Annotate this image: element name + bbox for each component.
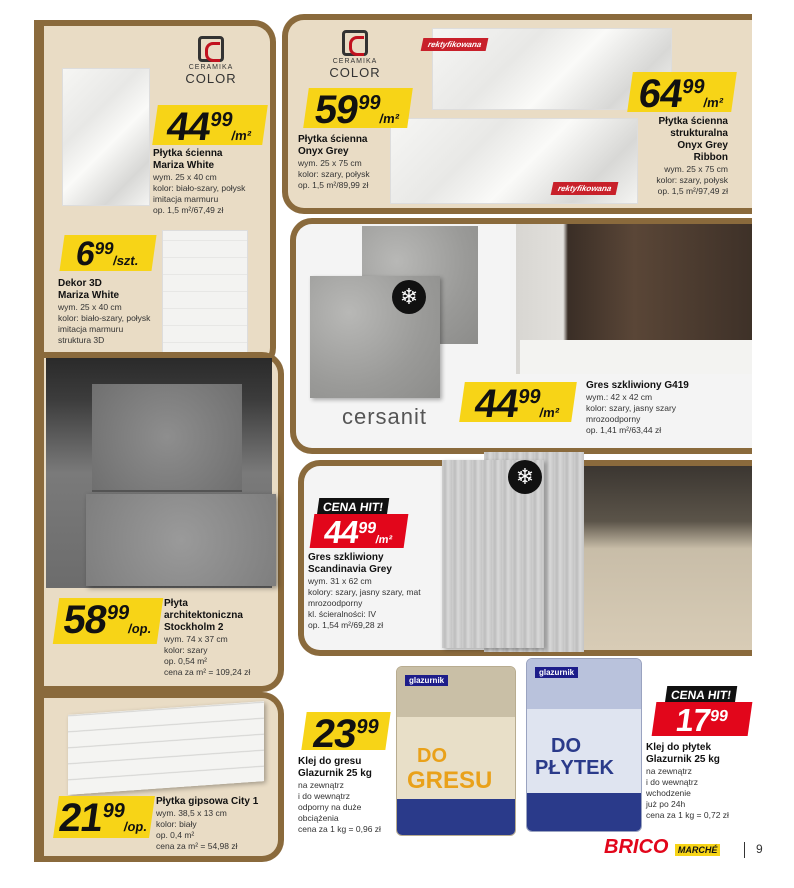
bag-title2: PŁYTEK <box>535 757 614 779</box>
city-d4: cena za m² = 54,98 zł <box>156 841 238 851</box>
onyx-title1: Płytka ścienna <box>298 134 368 145</box>
price-dec: 99 <box>357 92 383 114</box>
cena-hit-label-2: CENA HIT! <box>665 686 738 704</box>
g419-info <box>586 380 736 436</box>
logo-brico: BRICO <box>604 836 669 858</box>
price-int: 17 <box>673 702 713 738</box>
price-dec: 99 <box>93 239 116 258</box>
price-int: 44 <box>164 105 213 149</box>
price-unit: /op. <box>122 819 149 834</box>
mariza-price-tag <box>152 105 268 149</box>
mariza-d3: imitacja marmuru <box>153 194 219 204</box>
price-dec: 99 <box>681 76 707 98</box>
bag-title1: DO <box>551 735 581 757</box>
klej-gres-d5: cena za 1 kg = 0,96 zł <box>298 824 381 834</box>
panel-edge <box>34 352 44 692</box>
mariza-d1: wym. 25 x 40 cm <box>153 172 217 182</box>
price-int: 58 <box>60 598 110 642</box>
ribbon-title1: Płytka ścienna <box>658 116 728 127</box>
ribbon-d1: wym. 25 x 75 cm <box>664 164 728 174</box>
city-d2: kolor: biały <box>156 819 197 829</box>
stockholm-title2: architektoniczna <box>164 610 243 621</box>
klej-plytek-title1: Klej do płytek <box>646 742 712 753</box>
dekor-d1: wym. 25 x 40 cm <box>58 302 122 312</box>
stockholm-title3: Stockholm 2 <box>164 622 224 633</box>
dekor-tile-image <box>162 230 248 360</box>
frost-resistant-icon-2: ❄ <box>508 460 542 494</box>
brand-line1: CERAMIKA <box>188 64 234 71</box>
klej-plytek-d4: już po 24h <box>646 799 686 809</box>
dekor-d3: imitacja marmuru <box>58 324 124 334</box>
stockholm-d2: kolor: szary <box>164 645 208 655</box>
mariza-d4: op. 1,5 m²/67,49 zł <box>153 205 224 215</box>
g419-title1: Gres szkliwiony G419 <box>586 380 689 391</box>
klej-plytek-d2: i do wewnątrz <box>646 777 698 787</box>
onyx-ribbon-price-tag <box>627 72 737 116</box>
bathtub <box>520 340 752 374</box>
price-unit: /m² <box>374 534 394 546</box>
ribbon-title3: Onyx Grey <box>677 140 728 151</box>
klej-plytek-info <box>646 742 750 821</box>
g419-d3: mrozoodporny <box>586 414 641 424</box>
mariza-info <box>153 148 273 216</box>
mariza-d2: kolor: biało-szary, połysk <box>153 183 246 193</box>
panel-edge <box>34 20 44 370</box>
price-dec: 99 <box>355 716 381 738</box>
bag-title2: GRESU <box>407 767 493 794</box>
price-unit: /m² <box>230 128 253 143</box>
rektyfikowana-badge: rektyfikowana <box>421 38 489 51</box>
stockholm-tile-image <box>86 494 276 586</box>
klej-gres-d4: obciążenia <box>298 813 339 823</box>
ribbon-title4: Ribbon <box>693 152 728 163</box>
price-unit: /m² <box>538 405 561 420</box>
city-d3: op. 0,4 m² <box>156 830 195 840</box>
price-unit: /op. <box>127 621 153 636</box>
stockholm-d3: op. 0,54 m² <box>164 656 207 666</box>
stockholm-price-tag <box>53 598 163 644</box>
city-price-tag <box>53 796 155 838</box>
brand-line1: CERAMIKA <box>332 58 378 65</box>
ceramika-color-logo-2 <box>320 30 390 80</box>
g419-d1: wym.: 42 x 42 cm <box>586 392 653 402</box>
logo-marche: MARCHÉ <box>675 844 721 856</box>
scand-d1: wym. 31 x 62 cm <box>308 576 372 586</box>
price-dec: 99 <box>209 109 235 131</box>
price-dec: 99 <box>105 602 131 624</box>
dekor-title2: Mariza White <box>58 290 120 301</box>
onyx-info <box>298 134 398 191</box>
klej-gres-d3: odporny na duże <box>298 802 362 812</box>
onyx-d3: op. 1,5 m²/89,99 zł <box>298 180 369 190</box>
price-dec: 99 <box>709 708 730 725</box>
city-tile-image <box>68 701 264 795</box>
g419-d4: op. 1,41 m²/63,44 zł <box>586 425 662 435</box>
ceramika-color-logo <box>176 36 246 86</box>
city-info <box>156 796 280 852</box>
price-int: 59 <box>312 88 361 132</box>
klej-gres-d2: i do wewnątrz <box>298 791 350 801</box>
price-unit: /m² <box>702 95 725 110</box>
price-dec: 99 <box>517 386 543 408</box>
onyx-d2: kolor: szary, połysk <box>298 169 370 179</box>
klej-plytek-price <box>652 702 753 736</box>
mariza-tile-image <box>62 68 150 206</box>
klej-plytek-title2: Glazurnik 25 kg <box>646 754 720 765</box>
stockholm-d4: cena za m² = 109,24 zł <box>164 667 251 677</box>
brand-line2: COLOR <box>329 65 381 80</box>
stockholm-pillar <box>92 384 242 492</box>
mariza-title2: Mariza White <box>153 160 215 171</box>
g419-d2: kolor: szary, jasny szary <box>586 403 677 413</box>
price-int: 21 <box>56 796 106 840</box>
stockholm-d1: wym. 74 x 37 cm <box>164 634 228 644</box>
price-int: 23 <box>310 712 359 756</box>
city-d1: wym. 38,5 x 13 cm <box>156 808 227 818</box>
dekor-title1: Dekor 3D <box>58 278 102 289</box>
frost-resistant-icon: ❄ <box>392 280 426 314</box>
bag-brand: glazurnik <box>405 675 448 686</box>
scand-d5: op. 1,54 m²/69,28 zł <box>308 620 384 630</box>
onyx-ribbon-info <box>640 116 728 197</box>
dekor-info <box>58 278 162 346</box>
onyx-d1: wym. 25 x 75 cm <box>298 158 362 168</box>
klej-plytek-d3: wchodzenie <box>646 788 691 798</box>
scand-d4: kl. ścieralności: IV <box>308 609 377 619</box>
dekor-d4: struktura 3D <box>58 335 105 345</box>
price-unit: /szt. <box>112 253 140 268</box>
onyx-price-tag <box>303 88 413 132</box>
ribbon-d3: op. 1,5 m²/97,49 zł <box>657 186 728 196</box>
price-unit: /m² <box>378 111 401 126</box>
page-divider <box>744 842 745 858</box>
rektyfikowana-badge-2: rektyfikowana <box>551 182 619 195</box>
onyx-title2: Onyx Grey <box>298 146 349 157</box>
stockholm-info <box>164 598 278 678</box>
city-title1: Płytka gipsowa City 1 <box>156 796 259 807</box>
dekor-d2: kolor: biało-szary, połysk <box>58 313 151 323</box>
bag-brand: glazurnik <box>535 667 578 678</box>
cc-mark-icon <box>198 36 224 62</box>
klej-gres-price <box>301 712 390 756</box>
cc-mark-icon <box>342 30 368 56</box>
klej-plytek-d5: cena za 1 kg = 0,72 zł <box>646 810 729 820</box>
ribbon-d2: kolor: szary, połysk <box>656 175 728 185</box>
brico-marche-logo <box>604 836 734 862</box>
ribbon-title2: strukturalna <box>670 128 728 139</box>
klej-plytek-d1: na zewnątrz <box>646 766 692 776</box>
cena-hit-label: CENA HIT! <box>317 498 390 516</box>
price-dec: 99 <box>357 520 378 537</box>
price-dec: 99 <box>101 800 127 822</box>
brand-line2: COLOR <box>185 71 237 86</box>
cersanit-logo: cersanit <box>342 404 428 429</box>
stockholm-title1: Płyta <box>164 598 188 609</box>
klej-gres-title1: Klej do gresu <box>298 756 362 767</box>
klej-gres-bag <box>396 666 516 836</box>
klej-plytek-bag <box>526 658 642 832</box>
klej-gres-title2: Glazurnik 25 kg <box>298 768 372 779</box>
price-int: 64 <box>636 72 685 116</box>
price-int: 44 <box>321 514 361 550</box>
klej-gres-d1: na zewnątrz <box>298 780 344 790</box>
mariza-title1: Płytka ścienna <box>153 148 223 159</box>
panel-edge <box>34 692 44 862</box>
scand-title2: Scandinavia Grey <box>308 564 392 575</box>
dekor-price-tag <box>59 235 156 271</box>
scand-d2: kolory: szary, jasny szary, mat <box>308 587 421 597</box>
scandinavia-info <box>308 552 442 631</box>
price-int: 44 <box>472 382 521 426</box>
bag-title1: DO <box>417 745 447 767</box>
page-number: 9 <box>756 842 763 856</box>
scand-d3: mrozoodporny <box>308 598 363 608</box>
klej-gres-info <box>298 756 398 835</box>
scand-title1: Gres szkliwiony <box>308 552 384 563</box>
g419-price-tag <box>459 382 577 426</box>
scandinavia-price-tag <box>310 514 409 548</box>
price-int: 6 <box>73 235 97 273</box>
